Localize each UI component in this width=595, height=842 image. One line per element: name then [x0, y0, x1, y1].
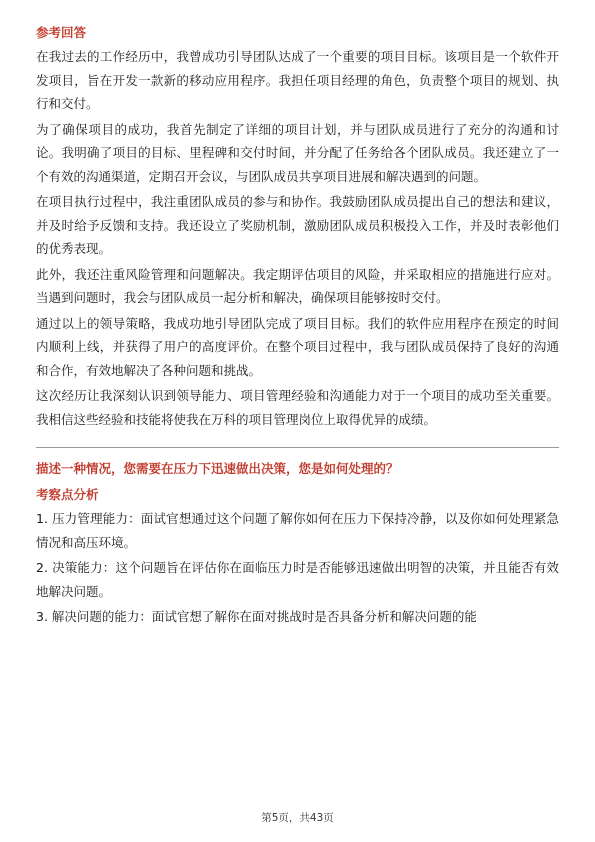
question-title: 描述一种情况，您需要在压力下迅速做出决策，您是如何处理的？: [36, 461, 399, 476]
answer-paragraph-6: 这次经历让我深刻认识到领导能力、项目管理经验和沟通能力对于一个项目的成功至关重要。我相信这些经验和技能将使我在万科的项目管理岗位上取得优异的成绩。: [36, 388, 559, 427]
analysis-heading: 考察点分析: [36, 487, 99, 502]
analysis-item-3: 3. 解决问题的能力：面试官想了解你在面对挑战时是否具备分析和解决问题的能: [36, 609, 477, 624]
analysis-item-2: 2. 决策能力：这个问题旨在评估你在面临压力时是否能够迅速做出明智的决策，并且能否有效地解决问题。: [36, 560, 559, 599]
analysis-item-1: 1. 压力管理能力：面试官想通过这个问题了解你如何在压力下保持冷静，以及你如何处理紧急情况和高压环境。: [36, 511, 559, 550]
answer-paragraph-1: 在我过去的工作经历中，我曾成功引导团队达成了一个重要的项目目标。该项目是一个软件开发项目，旨在开发一款新的移动应用程序。我担任项目经理的角色，负责整个项目的规划、执行和交付。: [36, 49, 559, 111]
answer-heading: 参考回答: [36, 25, 87, 40]
answer-paragraph-3: 在项目执行过程中，我注重团队成员的参与和协作。我鼓励团队成员提出自己的想法和建议，并及时给予反馈和支持。我还设立了奖励机制，激励团队成员积极投入工作，并及时表彰他们的优秀表现。: [36, 194, 559, 256]
page-content: [36, 22, 559, 631]
section-divider: [36, 447, 559, 448]
page-footer: 第5页，共43页: [261, 812, 334, 824]
answer-paragraph-5: 通过以上的领导策略，我成功地引导团队完成了项目目标。我们的软件应用程序在预定的时间内顺利上线，并获得了用户的高度评价。在整个项目过程中，我与团队成员保持了良好的沟通和合作，有效地解决了各种问题和挑战。: [36, 315, 559, 378]
answer-paragraph-2: 为了确保项目的成功，我首先制定了详细的项目计划，并与团队成员进行了充分的沟通和讨论。我明确了项目的目标、里程碑和交付时间，并分配了任务给各个团队成员。我还建立了一个有效的沟通渠道，定期召开会议，与团队成员共享项目进展和解决遇到的问题。: [36, 121, 559, 184]
answer-paragraph-4: 此外，我还注重风险管理和问题解决。我定期评估项目的风险，并采取相应的措施进行应对。当遇到问题时，我会与团队成员一起分析和解决，确保项目能够按时交付。: [36, 266, 559, 305]
